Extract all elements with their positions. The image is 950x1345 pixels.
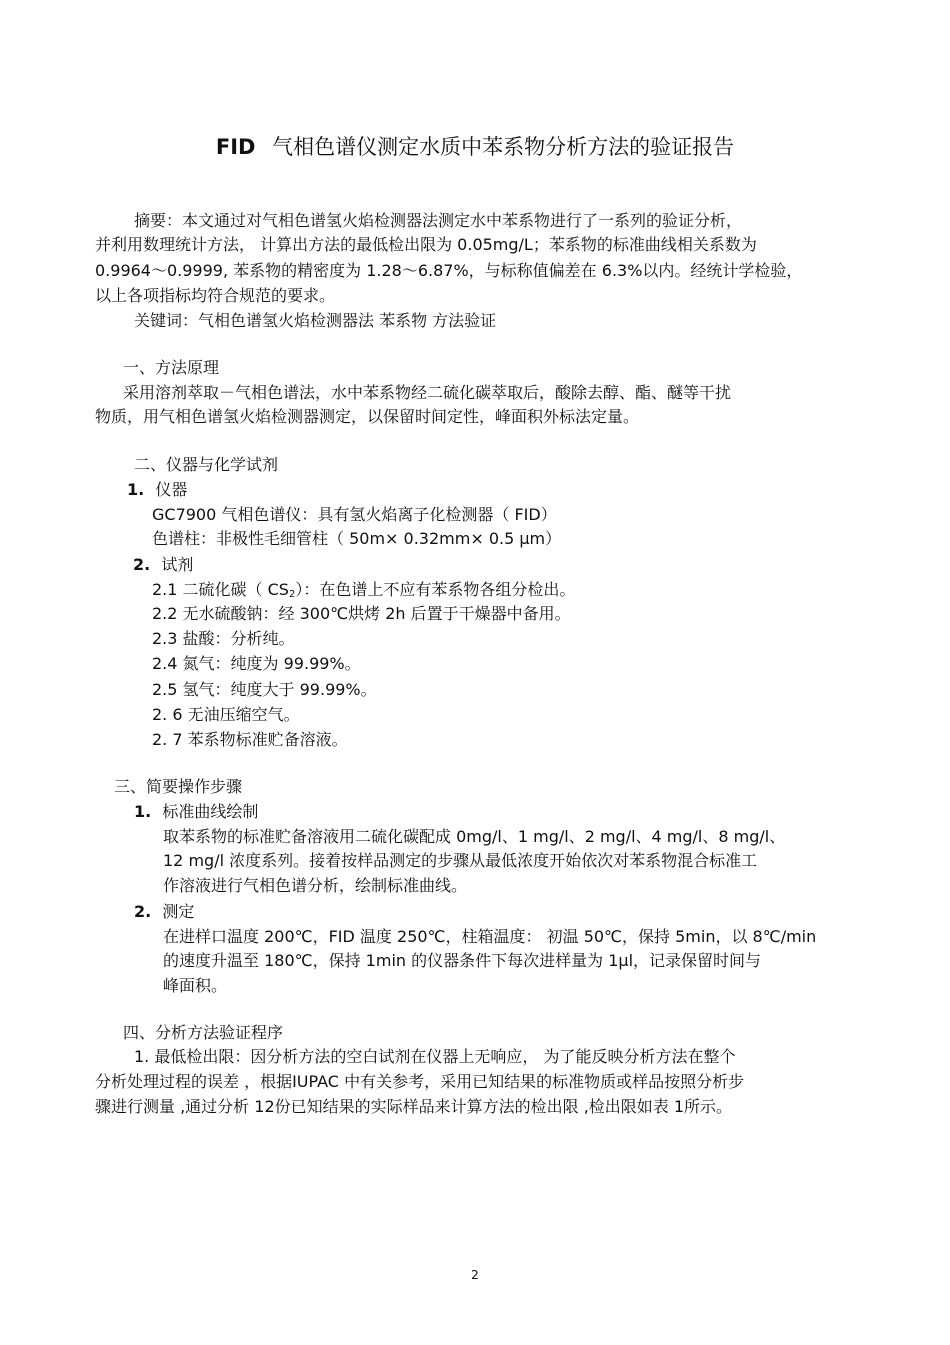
section1-line-2: 物质，用气相色谱氢火焰检测器测定，以保留时间定性，峰面积外标法定量。 [95, 407, 640, 426]
section4-line-1: 1. 最低检出限：因分析方法的空白试剂在仪器上无响应， 为了能反映分析方法在整个 [134, 1047, 736, 1066]
reagent-item-2-7: 2. 7 苯系物标准贮备溶液。 [152, 730, 348, 749]
keywords-line: 关键词：气相色谱氢火焰检测器法 苯系物 方法验证 [134, 311, 497, 330]
section2-heading: 二、仪器与化学试剂 [134, 455, 279, 474]
reagent-item-2-6: 2. 6 无油压缩空气。 [152, 705, 300, 724]
calibration-line-2: 12 mg/l 浓度系列。接着按样品测定的步骤从最低浓度开始依次对苯系物混合标准工 [163, 851, 758, 870]
reagent-item-2-1-pre: 2.1 二硫化碳（ CS [152, 580, 289, 599]
instrument-line-1: GC7900 气相色谱仪：具有氢火焰离子化检测器（ FID） [152, 505, 557, 524]
section4-heading: 四、分析方法验证程序 [123, 1023, 284, 1042]
section3-sub1-label: 标准曲线绘制 [162, 802, 259, 821]
abstract-line-3: 0.9964～0.9999, 苯系物的精密度为 1.28～6.87%，与标称值偏差在 6.3%以内。经统计学检验， [95, 261, 803, 280]
section2-sub1-heading [127, 480, 187, 500]
section2-sub2-label: 试剂 [161, 555, 194, 574]
reagent-item-2-1-sub: 2 [288, 589, 296, 600]
section4-line-3: 骤进行测量 ,通过分析 12份已知结果的实际样品来计算方法的检出限 ,检出限如表 1所示。 [95, 1097, 733, 1116]
reagent-item-2-3: 2.3 盐酸：分析纯。 [152, 629, 295, 648]
reagent-item-2-1-post: ）：在色谱上不应有苯系物各组分检出。 [295, 580, 576, 599]
section2-sub1-num: 1. [127, 480, 145, 499]
section1-heading: 一、方法原理 [123, 358, 220, 377]
reagent-item-2-5: 2.5 氢气：纯度大于 99.99%。 [152, 680, 377, 699]
section3-sub2-label: 测定 [162, 902, 195, 921]
section3-sub2-heading [134, 902, 194, 922]
reagent-item-2-1 [152, 580, 575, 600]
measurement-line-3: 峰面积。 [163, 976, 228, 995]
section1-line-1: 采用溶剂萃取－气相色谱法，水中苯系物经二硫化碳萃取后，酸除去醇、酯、醚等干扰 [123, 383, 732, 402]
section2-sub2-num: 2. [133, 555, 151, 574]
section3-sub2-num: 2. [134, 902, 152, 921]
calibration-line-3: 作溶液进行气相色谱分析，绘制标准曲线。 [163, 876, 468, 895]
calibration-line-1: 取苯系物的标准贮备溶液用二硫化碳配成 0mg/l、1 mg/l、2 mg/l、4 mg/l、8 mg/l、 [163, 827, 786, 846]
abstract-line-1: 摘要：本文通过对气相色谱氢火焰检测器法测定水中苯系物进行了一系列的验证分析， [134, 211, 743, 230]
section4-line-2: 分析处理过程的误差 ，根据IUPAC 中有关参考，采用已知结果的标准物质或样品按照分析步 [95, 1072, 745, 1091]
section3-heading: 三、简要操作步骤 [114, 777, 243, 796]
abstract-line-2: 并利用数理统计方法， 计算出方法的最低检出限为 0.05mg/L；苯系物的标准曲线相关系数为 [95, 235, 757, 254]
instrument-line-2: 色谱柱：非极性毛细管柱（ 50m× 0.32mm× 0.5 μm） [152, 529, 562, 548]
title-bold: FID [215, 135, 256, 159]
section2-sub1-label: 仪器 [155, 480, 188, 499]
reagent-item-2-2: 2.2 无水硫酸钠：经 300℃烘烤 2h 后置于干燥器中备用。 [152, 604, 571, 623]
reagent-item-2-4: 2.4 氮气：纯度为 99.99%。 [152, 654, 361, 673]
section2-sub2-heading [133, 555, 193, 575]
measurement-line-1: 在进样口温度 200℃，FID 温度 250℃，柱箱温度： 初温 50℃，保持 5min，以 8℃/min [163, 927, 817, 946]
section3-sub1-heading [134, 802, 258, 822]
page-title [0, 134, 950, 160]
abstract-line-4: 以上各项指标均符合规范的要求。 [95, 286, 336, 305]
title-text: 气相色谱仪测定水质中苯系物分析方法的验证报告 [272, 135, 735, 159]
section3-sub1-num: 1. [134, 802, 152, 821]
measurement-line-2: 的速度升温至 180℃，保持 1min 的仪器条件下每次进样量为 1μl，记录保留时间与 [163, 951, 762, 970]
page-number: 2 [471, 1268, 479, 1282]
